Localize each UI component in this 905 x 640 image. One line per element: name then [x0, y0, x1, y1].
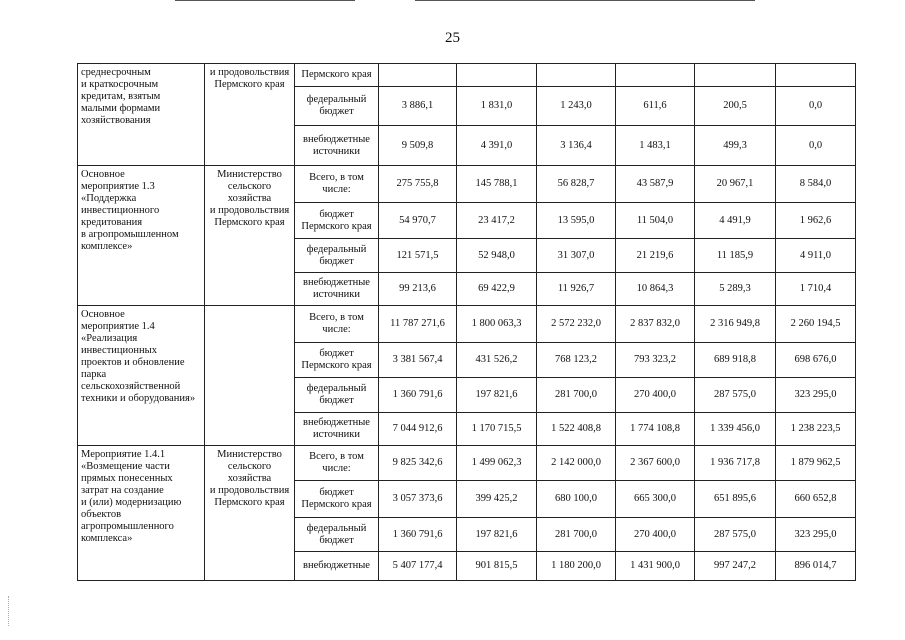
amount-cell: 20 967,1 — [695, 166, 776, 203]
amount-cell: 2 142 000,0 — [537, 446, 616, 481]
amount-cell: 69 422,9 — [457, 273, 537, 306]
amount-cell: 197 821,6 — [457, 518, 537, 552]
amount-cell: 997 247,2 — [695, 552, 776, 581]
amount-cell: 665 300,0 — [616, 481, 695, 518]
amount-cell: 680 100,0 — [537, 481, 616, 518]
amount-cell: 896 014,7 — [776, 552, 856, 581]
amount-cell: 145 788,1 — [457, 166, 537, 203]
funding-source-cell: Всего, в том числе: — [295, 446, 379, 481]
amount-cell: 31 307,0 — [537, 239, 616, 273]
amount-cell: 499,3 — [695, 126, 776, 166]
amount-cell: 323 295,0 — [776, 518, 856, 552]
amount-cell: 270 400,0 — [616, 518, 695, 552]
amount-cell: 13 595,0 — [537, 203, 616, 239]
executor-cell: и продовольствия Пермского края — [205, 64, 295, 166]
activity-name-cell: Основное мероприятие 1.3 «Поддержка инвестиционного кредитования в агропромышленном комплексе» — [78, 166, 205, 306]
amount-cell: 793 323,2 — [616, 343, 695, 378]
amount-cell: 901 815,5 — [457, 552, 537, 581]
amount-cell: 1 710,4 — [776, 273, 856, 306]
executor-cell — [205, 306, 295, 446]
amount-cell: 99 213,6 — [379, 273, 457, 306]
amount-cell: 3 381 567,4 — [379, 343, 457, 378]
funding-source-cell: Пермского края — [295, 64, 379, 87]
amount-cell: 3 136,4 — [537, 126, 616, 166]
amount-cell: 1 243,0 — [537, 87, 616, 126]
amount-cell: 23 417,2 — [457, 203, 537, 239]
executor-cell: Министерство сельского хозяйства и продовольствия Пермского края — [205, 446, 295, 581]
amount-cell: 2 260 194,5 — [776, 306, 856, 343]
amount-cell: 11 787 271,6 — [379, 306, 457, 343]
amount-cell: 768 123,2 — [537, 343, 616, 378]
amount-cell: 21 219,6 — [616, 239, 695, 273]
funding-source-cell: внебюджетные источники — [295, 413, 379, 446]
amount-cell: 1 800 063,3 — [457, 306, 537, 343]
table-row — [78, 306, 856, 343]
amount-cell: 2 572 232,0 — [537, 306, 616, 343]
amount-cell: 5 407 177,4 — [379, 552, 457, 581]
activity-name-cell: Мероприятие 1.4.1 «Возмещение части прямых понесенных затрат на создание и (или) модернизацию объектов агропромышленного комплекса» — [78, 446, 205, 581]
amount-cell — [379, 64, 457, 87]
amount-cell: 281 700,0 — [537, 378, 616, 413]
amount-cell: 1 499 062,3 — [457, 446, 537, 481]
amount-cell: 660 652,8 — [776, 481, 856, 518]
amount-cell: 1 170 715,5 — [457, 413, 537, 446]
amount-cell: 121 571,5 — [379, 239, 457, 273]
amount-cell: 10 864,3 — [616, 273, 695, 306]
top-rule-left — [175, 0, 355, 1]
top-rule-right — [415, 0, 755, 1]
table-row — [78, 446, 856, 481]
amount-cell: 281 700,0 — [537, 518, 616, 552]
amount-cell: 4 911,0 — [776, 239, 856, 273]
amount-cell — [537, 64, 616, 87]
amount-cell: 399 425,2 — [457, 481, 537, 518]
amount-cell: 56 828,7 — [537, 166, 616, 203]
amount-cell: 9 825 342,6 — [379, 446, 457, 481]
amount-cell: 689 918,8 — [695, 343, 776, 378]
executor-cell: Министерство сельского хозяйства и продовольствия Пермского края — [205, 166, 295, 306]
amount-cell: 611,6 — [616, 87, 695, 126]
funding-source-cell: Всего, в том числе: — [295, 306, 379, 343]
amount-cell: 287 575,0 — [695, 518, 776, 552]
amount-cell: 431 526,2 — [457, 343, 537, 378]
amount-cell: 54 970,7 — [379, 203, 457, 239]
amount-cell: 1 879 962,5 — [776, 446, 856, 481]
amount-cell — [616, 64, 695, 87]
amount-cell: 1 238 223,5 — [776, 413, 856, 446]
amount-cell: 8 584,0 — [776, 166, 856, 203]
amount-cell: 11 185,9 — [695, 239, 776, 273]
amount-cell: 9 509,8 — [379, 126, 457, 166]
amount-cell: 1 936 717,8 — [695, 446, 776, 481]
amount-cell: 1 831,0 — [457, 87, 537, 126]
amount-cell: 3 886,1 — [379, 87, 457, 126]
amount-cell: 200,5 — [695, 87, 776, 126]
funding-source-cell: федеральный бюджет — [295, 87, 379, 126]
funding-source-cell: федеральный бюджет — [295, 239, 379, 273]
amount-cell: 197 821,6 — [457, 378, 537, 413]
amount-cell: 2 367 600,0 — [616, 446, 695, 481]
table-row — [78, 166, 856, 203]
funding-source-cell: внебюджетные источники — [295, 273, 379, 306]
amount-cell: 3 057 373,6 — [379, 481, 457, 518]
amount-cell: 5 289,3 — [695, 273, 776, 306]
table-row — [78, 64, 856, 87]
amount-cell: 11 926,7 — [537, 273, 616, 306]
amount-cell: 43 587,9 — [616, 166, 695, 203]
budget-table — [77, 63, 856, 581]
amount-cell: 0,0 — [776, 126, 856, 166]
amount-cell: 2 837 832,0 — [616, 306, 695, 343]
activity-name-cell: среднесрочным и краткосрочным кредитам, взятым малыми формами хозяйствования — [78, 64, 205, 166]
amount-cell: 1 483,1 — [616, 126, 695, 166]
amount-cell: 275 755,8 — [379, 166, 457, 203]
amount-cell: 4 391,0 — [457, 126, 537, 166]
funding-source-cell: федеральный бюджет — [295, 378, 379, 413]
amount-cell: 4 491,9 — [695, 203, 776, 239]
amount-cell — [776, 64, 856, 87]
amount-cell: 698 676,0 — [776, 343, 856, 378]
amount-cell: 287 575,0 — [695, 378, 776, 413]
funding-source-cell: бюджет Пермского края — [295, 481, 379, 518]
amount-cell — [457, 64, 537, 87]
budget-table-body — [78, 64, 856, 581]
amount-cell: 7 044 912,6 — [379, 413, 457, 446]
amount-cell: 11 504,0 — [616, 203, 695, 239]
funding-source-cell: Всего, в том числе: — [295, 166, 379, 203]
amount-cell: 651 895,6 — [695, 481, 776, 518]
amount-cell: 2 316 949,8 — [695, 306, 776, 343]
funding-source-cell: бюджет Пермского края — [295, 343, 379, 378]
amount-cell: 0,0 — [776, 87, 856, 126]
amount-cell: 1 431 900,0 — [616, 552, 695, 581]
scan-edge-marks — [8, 596, 11, 626]
amount-cell: 1 522 408,8 — [537, 413, 616, 446]
amount-cell: 1 339 456,0 — [695, 413, 776, 446]
funding-source-cell: внебюджетные источники — [295, 126, 379, 166]
amount-cell: 1 774 108,8 — [616, 413, 695, 446]
activity-name-cell: Основное мероприятие 1.4 «Реализация инвестиционных проектов и обновление парка сельскохозяйственной техники и оборудования» — [78, 306, 205, 446]
amount-cell: 323 295,0 — [776, 378, 856, 413]
page-number: 25 — [445, 30, 460, 46]
amount-cell: 270 400,0 — [616, 378, 695, 413]
amount-cell: 1 360 791,6 — [379, 518, 457, 552]
amount-cell: 1 180 200,0 — [537, 552, 616, 581]
amount-cell: 1 962,6 — [776, 203, 856, 239]
amount-cell: 52 948,0 — [457, 239, 537, 273]
amount-cell — [695, 64, 776, 87]
funding-source-cell: федеральный бюджет — [295, 518, 379, 552]
funding-source-cell: внебюджетные — [295, 552, 379, 581]
funding-source-cell: бюджет Пермского края — [295, 203, 379, 239]
amount-cell: 1 360 791,6 — [379, 378, 457, 413]
